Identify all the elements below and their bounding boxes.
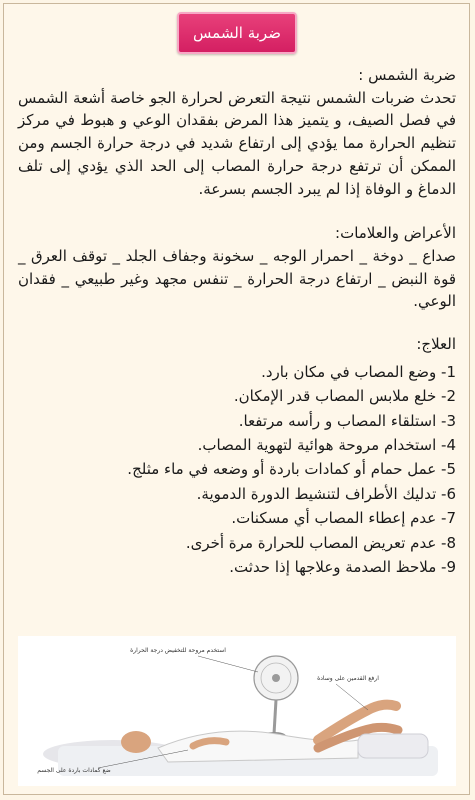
- caption-body: ضع كمادات باردة على الجسم: [37, 767, 111, 774]
- first-aid-illustration: [18, 636, 456, 786]
- definition-text: تحدث ضربات الشمس نتيجة التعرض لحرارة الجو خاصة أشعة الشمس في فصل الصيف، و يتميز هذا المرض بفقدان الوعي و هبوط في مركز تنظيم الحرارة مما يؤدي إلى ارتفاع شديد في درجة حرارة الجسم ومن الممكن أن ترتفع درجة حرارة المصاب إلى الحد الذي يؤدي إلى تلف الدماغ و الوفاة إذا لم يبرد الجسم بسرعة.: [18, 88, 456, 198]
- article-content: [18, 64, 456, 579]
- treatment-item: 3- استلقاء المصاب و رأسه مرتفعا.: [238, 411, 456, 430]
- treatment-item: 4- استخدام مروحة هوائية لتهوية المصاب.: [197, 435, 456, 454]
- caption-fan: استخدم مروحة للتخفيض درجة الحرارة: [130, 647, 226, 654]
- treatment-item: 5- عمل حمام أو كمادات باردة أو وضعه في ماء مثلج.: [127, 460, 456, 479]
- definition-heading: ضربة الشمس :: [358, 66, 456, 84]
- illustration-svg: [18, 636, 456, 786]
- treatment-list: [18, 360, 456, 580]
- treatment-item: 1- وضع المصاب في مكان بارد.: [261, 362, 456, 381]
- caption-legs: ارفع القدمين على وسادة: [317, 675, 379, 682]
- leg-cushion: [358, 734, 428, 758]
- treatment-item: 9- ملاحظ الصدمة وعلاجها إذا حدثت.: [229, 557, 456, 576]
- symptoms-heading: الأعراض والعلامات:: [335, 224, 456, 243]
- treatment-item: 6- تدليك الأطراف لتنشيط الدورة الدموية.: [196, 484, 456, 503]
- patient-head: [121, 731, 151, 753]
- title-button[interactable]: ضربة الشمس: [177, 12, 297, 54]
- treatment-item: 8- عدم تعريض المصاب للحرارة مرة أخرى.: [185, 533, 456, 552]
- treatment-heading: العلاج:: [416, 335, 456, 354]
- symptoms-text: صداع _ دوخة _ احمرار الوجه _ سخونة وجفاف الجلد _ توقف العرق _ قوة النبض _ ارتفاع درجة الحرارة _ تنفس مجهد وغير طبيعي _ فقدان الوعي.: [18, 246, 456, 311]
- treatment-item: 2- خلع ملابس المصاب قدر الإمكان.: [233, 387, 456, 406]
- treatment-item: 7- عدم إعطاء المصاب أي مسكنات.: [231, 509, 456, 528]
